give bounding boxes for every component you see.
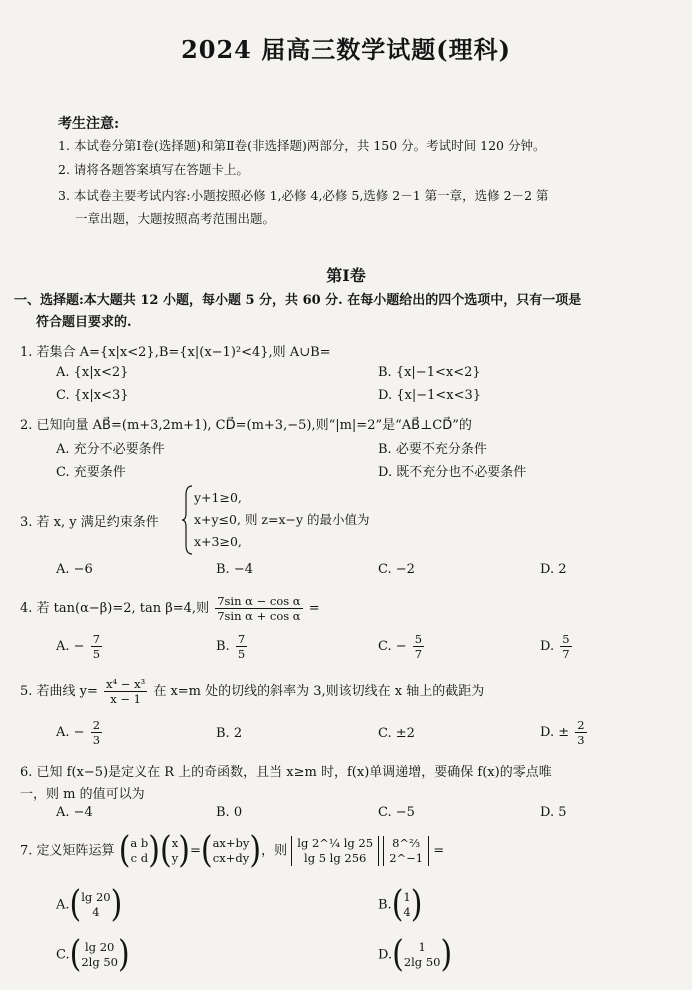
volume-heading: 第Ⅰ卷 <box>326 266 366 285</box>
q7-option-d-top: 1 <box>418 940 426 954</box>
q7-stem-mid: ，则 <box>261 843 288 859</box>
section-line-2: 符合题目要求的. <box>36 315 132 330</box>
q7-matrix-result <box>213 836 250 866</box>
q5-option-d-den: 3 <box>577 733 585 747</box>
q2-option-c: C. 充要条件 <box>56 465 126 480</box>
q3-constraint-2: x+y≤0, 则 z=x−y 的最小值为 <box>194 512 370 527</box>
q5-option-a <box>56 718 104 747</box>
q4-frac-den: 7sin α + cos α <box>217 609 301 623</box>
q1-option-d: D. {x|−1<x<3} <box>378 388 482 403</box>
q5-stem-post: 在 x=m 处的切线的斜率为 3,则该切线在 x 轴上的截距为 <box>153 684 485 699</box>
notice-item-1: 1. 本试卷分第Ⅰ卷(选择题)和第Ⅱ卷(非选择题)两部分，共 150 分。考试时间 120 分钟。 <box>58 138 546 153</box>
q6-option-b: B. 0 <box>216 805 243 820</box>
q5-option-a-label: A. − <box>56 725 85 740</box>
q7-option-a-top: lg 20 <box>81 890 111 904</box>
q7-option-d: D.( 1 2lg 50 ) <box>378 933 453 976</box>
q5-option-c: C. ±2 <box>378 726 415 741</box>
q4-option-a-num: 7 <box>92 632 101 646</box>
q7-m4-row1: lg 2^¼ lg 25 <box>297 836 374 850</box>
q6-line-2: 一，则 m 的值可以为 <box>20 787 145 802</box>
q3-option-d: D. 2 <box>540 562 567 577</box>
notice-item-3: 3. 本试卷主要考试内容:小题按照必修 1,必修 4,必修 5,选修 2－1 第一章，选修 2－2 第 <box>58 188 549 203</box>
q5-frac-num: x⁴ − x³ <box>106 677 146 691</box>
q3-constraint-1: y+1≥0, <box>194 490 242 505</box>
q5-option-d-num: 2 <box>577 718 585 732</box>
q7-m5-row2: 2^−1 <box>389 851 424 865</box>
q7-option-b-label: B. <box>378 897 392 913</box>
q7-option-a: A.( lg 20 4 ) <box>56 883 123 926</box>
q5-option-d-label: D. ± <box>540 725 570 740</box>
q6-option-c: C. −5 <box>378 805 415 820</box>
q7-option-d-label: D. <box>378 947 393 963</box>
q3-option-a: A. −6 <box>56 562 93 577</box>
q5-option-a-den: 3 <box>92 733 101 747</box>
q7-matrix-pow <box>383 836 429 866</box>
q1-option-c: C. {x|x<3} <box>56 388 129 403</box>
q5-frac-den: x − 1 <box>110 692 141 706</box>
q7-stem-post: = <box>433 843 445 859</box>
q7-option-c-label: C. <box>56 947 70 963</box>
q7-option-a-label: A. <box>56 897 70 913</box>
q7-stem: 7. 定义矩阵运算 ( a b c d )( x y )=( ax+by cx+dy )，则 lg 2^¼ lg 25 lg 5 lg 256 8^⅔ 2^−1 = <box>20 829 445 872</box>
q5-option-d <box>540 718 589 747</box>
q4-frac-num: 7sin α − cos α <box>217 594 301 608</box>
notice-item-3-cont: 一章出题，大题按照高考范围出题。 <box>75 211 276 226</box>
q3-brace <box>182 485 194 555</box>
notice-heading: 考生注意: <box>58 116 120 132</box>
q4-option-d-den: 7 <box>562 647 570 661</box>
q5-option-b: B. 2 <box>216 726 243 741</box>
q1-stem: 1. 若集合 A={x|x<2},B={x|(x−1)²<4},则 A∪B= <box>20 345 331 360</box>
q2-stem: 2. 已知向量 AB⃗=(m+3,2m+1), CD⃗=(m+3,−5),则“|m|=2”是“AB⃗⊥CD⃗”的 <box>20 418 472 433</box>
q7-m2-row1: x <box>171 836 179 850</box>
q4-option-a-den: 5 <box>92 647 101 661</box>
q5-fraction <box>104 677 147 706</box>
q7-option-c-bottom: 2lg 50 <box>81 955 118 969</box>
q4-fraction <box>215 594 302 623</box>
section-instruction <box>14 290 674 334</box>
q7-m1-row2: c d <box>130 851 149 865</box>
q7-option-b-top: 1 <box>403 890 411 904</box>
q7-matrix-lg <box>291 836 379 866</box>
q3-option-c: C. −2 <box>378 562 415 577</box>
q4-option-d-num: 5 <box>562 632 570 646</box>
q6-option-a: A. −4 <box>56 805 93 820</box>
q4-stem-post: = <box>308 601 320 616</box>
q7-m5-row1: 8^⅔ <box>392 836 421 850</box>
q4-option-c-den: 7 <box>414 647 423 661</box>
q3-stem: 3. 若 x, y 满足约束条件 <box>20 515 159 530</box>
q7-stem-pre: 7. 定义矩阵运算 <box>20 843 115 859</box>
q7-m2-row2: y <box>171 851 179 865</box>
q4-option-b-den: 5 <box>237 647 246 661</box>
q7-option-b-bottom: 4 <box>403 905 411 919</box>
q2-option-d: D. 既不充分也不必要条件 <box>378 465 527 480</box>
section-line-1: 一、选择题:本大题共 12 小题，每小题 5 分，共 60 分. 在每小题给出的四个选项中，只有一项是 <box>14 293 582 308</box>
q4-option-a <box>56 632 104 661</box>
q4-option-c-num: 5 <box>414 632 423 646</box>
q7-m1-row1: a b <box>130 836 149 850</box>
q4-option-b-label: B. <box>216 639 230 654</box>
q7-option-c-top: lg 20 <box>85 940 115 954</box>
q4-option-d <box>540 632 574 661</box>
q7-m3-row2: cx+dy <box>212 851 250 865</box>
q3-constraints <box>194 487 370 553</box>
q4-option-d-label: D. <box>540 639 555 654</box>
q4-option-b <box>216 632 249 661</box>
q4-option-c-label: C. − <box>378 639 407 654</box>
q1-option-a: A. {x|x<2} <box>56 365 129 380</box>
q2-option-b: B. 必要不充分条件 <box>378 442 487 457</box>
q4-option-c <box>378 632 426 661</box>
q4-option-b-num: 7 <box>237 632 246 646</box>
q4-stem-pre: 4. 若 tan(α−β)=2, tan β=4,则 <box>20 601 210 616</box>
q7-matrix-abcd <box>130 836 148 866</box>
notice-item-2: 2. 请将各题答案填写在答题卡上。 <box>58 162 249 177</box>
q1-option-b: B. {x|−1<x<2} <box>378 365 481 380</box>
q6-line-1: 6. 已知 f(x−5)是定义在 R 上的奇函数，且当 x≥m 时，f(x)单调递增，要确保 f(x)的零点唯 <box>20 765 552 780</box>
q2-option-a: A. 充分不必要条件 <box>56 442 165 457</box>
q4-stem <box>20 594 320 623</box>
q5-option-a-num: 2 <box>92 718 101 732</box>
q7-option-b: B.( 1 4 ) <box>378 883 423 926</box>
q3-option-b: B. −4 <box>216 562 253 577</box>
q5-stem <box>20 677 484 706</box>
q7-option-c: C.( lg 20 2lg 50 ) <box>56 933 130 976</box>
q7-m3-row1: ax+by <box>212 836 250 850</box>
q7-m4-row2: lg 5 lg 256 <box>304 851 367 865</box>
q6-option-d: D. 5 <box>540 805 567 820</box>
q7-option-d-bottom: 2lg 50 <box>403 955 441 969</box>
q7-option-a-bottom: 4 <box>92 905 100 919</box>
q4-option-a-label: A. − <box>56 639 85 654</box>
exam-title: 2024 届高三数学试题(理科) <box>181 35 511 64</box>
q3-constraint-3: x+3≥0, <box>194 534 242 549</box>
q5-stem-pre: 5. 若曲线 y= <box>20 684 98 699</box>
